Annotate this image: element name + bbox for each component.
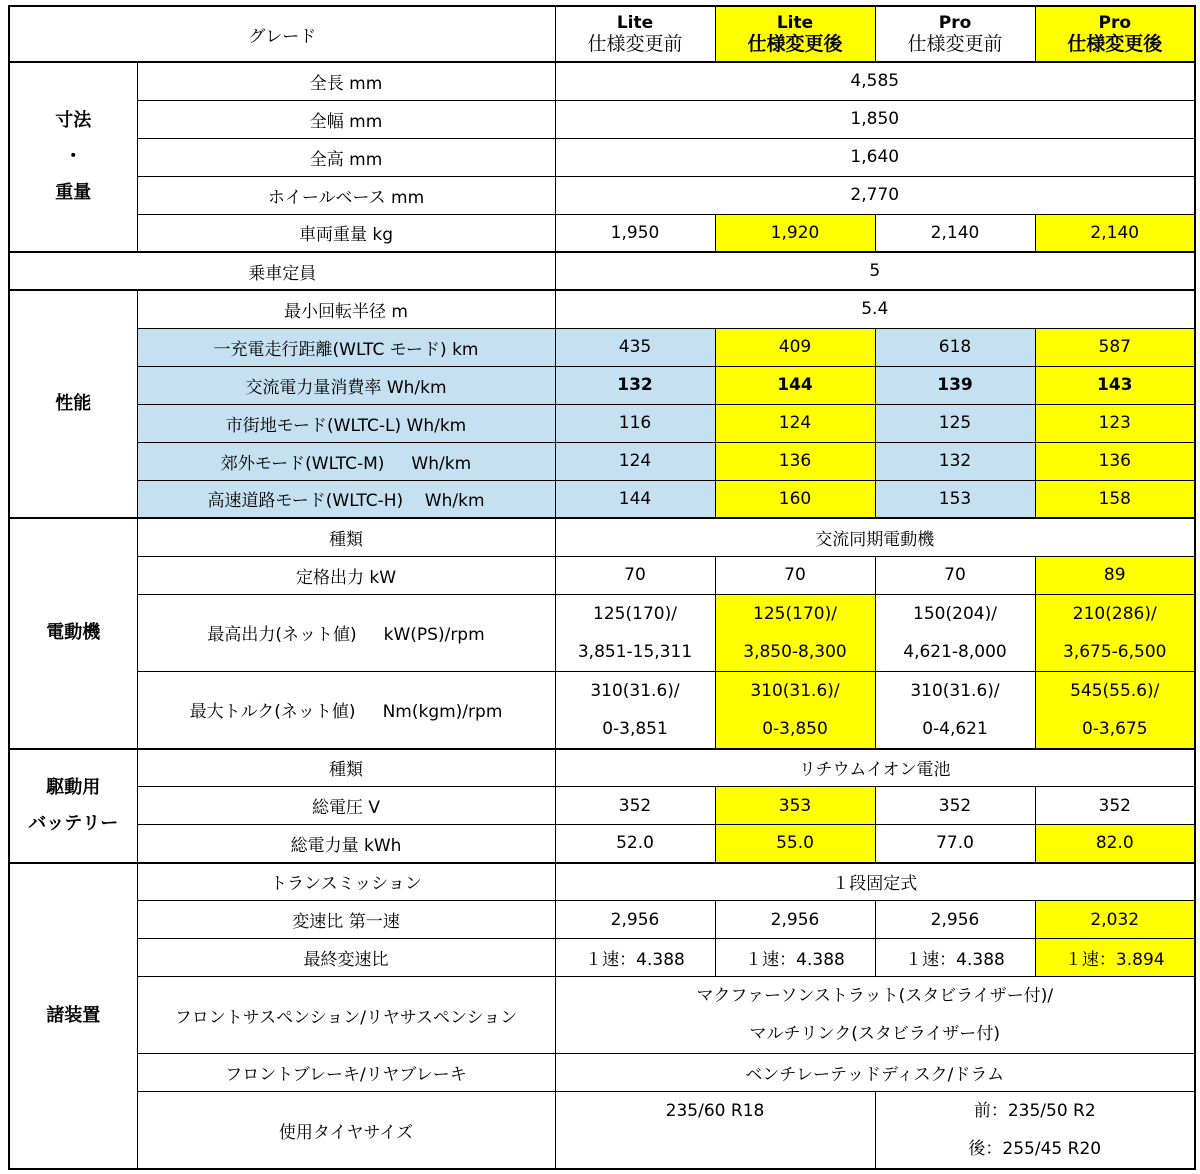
row-label-seating: 乗車定員 <box>9 252 555 290</box>
spec-table <box>8 5 1196 1170</box>
value-city-lite-before: 116 <box>555 404 715 442</box>
value-final-ratio-pro-before: １速：4.388 <box>875 939 1035 977</box>
value-range-pro-after: 587 <box>1035 328 1195 366</box>
seating-section <box>9 252 1195 290</box>
value-weight-pro-after: 2,140 <box>1035 214 1195 252</box>
value-gear-ratio-pro-before: 2,956 <box>875 901 1035 939</box>
dimensions-section <box>9 62 1195 252</box>
value-turning: 5.4 <box>555 290 1195 328</box>
row-label-width: 全幅 mm <box>137 100 555 138</box>
value-tires-pro: 前：235/50 R2 後：255/45 R20 <box>875 1092 1195 1170</box>
value-max-torque-pro-after: 545(55.6)/ 0-3,675 <box>1035 671 1195 749</box>
value-range-lite-before: 435 <box>555 328 715 366</box>
row-label-brakes: フロントブレーキ/リヤブレーキ <box>137 1054 555 1092</box>
value-city-pro-before: 125 <box>875 404 1035 442</box>
row-label-transmission: トランスミッション <box>137 863 555 901</box>
grade-header: グレード <box>9 6 555 62</box>
value-city-pro-after: 123 <box>1035 404 1195 442</box>
value-rated-output-lite-before: 70 <box>555 556 715 594</box>
value-max-torque-lite-after: 310(31.6)/ 0-3,850 <box>715 671 875 749</box>
value-suburban-pro-after: 136 <box>1035 442 1195 480</box>
value-city-lite-after: 124 <box>715 404 875 442</box>
value-tires-lite: 235/60 R18 <box>555 1092 875 1170</box>
value-max-output-pro-before: 150(204)/ 4,621-8,000 <box>875 594 1035 671</box>
row-label-gear-ratio: 変速比 第一速 <box>137 901 555 939</box>
value-voltage-lite-before: 352 <box>555 787 715 825</box>
value-rated-output-pro-after: 89 <box>1035 556 1195 594</box>
value-consumption-pro-after: 143 <box>1035 366 1195 404</box>
row-label-motor-type: 種類 <box>137 518 555 556</box>
value-capacity-pro-before: 77.0 <box>875 825 1035 863</box>
row-label-city: 市街地モード(WLTC-L) Wh/km <box>137 404 555 442</box>
value-max-output-pro-after: 210(286)/ 3,675-6,500 <box>1035 594 1195 671</box>
row-label-highway: 高速道路モード(WLTC-H) Wh/km <box>137 480 555 518</box>
value-gear-ratio-lite-after: 2,956 <box>715 901 875 939</box>
value-brakes: ベンチレーテッドディスク/ドラム <box>555 1054 1195 1092</box>
value-range-pro-before: 618 <box>875 328 1035 366</box>
row-label-max-output: 最高出力(ネット値) kW(PS)/rpm <box>137 594 555 671</box>
row-label-wheelbase: ホイールベース mm <box>137 176 555 214</box>
value-wheelbase: 2,770 <box>555 176 1195 214</box>
row-label-range: 一充電走行距離(WLTC モード) km <box>137 328 555 366</box>
value-weight-lite-before: 1,950 <box>555 214 715 252</box>
value-suspension: マクファーソンストラット(スタビライザー付)/ マルチリンク(スタビライザー付) <box>555 977 1195 1054</box>
group-motor: 電動機 <box>9 518 137 749</box>
col-header-pro-before: Pro 仕様変更前 <box>875 6 1035 62</box>
group-equipment: 諸装置 <box>9 863 137 1170</box>
value-suburban-lite-after: 136 <box>715 442 875 480</box>
row-label-capacity: 総電力量 kWh <box>137 825 555 863</box>
row-label-voltage: 総電圧 V <box>137 787 555 825</box>
row-label-suspension: フロントサスペンション/リヤサスペンション <box>137 977 555 1054</box>
col-header-lite-after: Lite 仕様変更後 <box>715 6 875 62</box>
value-capacity-pro-after: 82.0 <box>1035 825 1195 863</box>
group-battery: 駆動用 バッテリー <box>9 749 137 863</box>
performance-section <box>9 290 1195 518</box>
motor-section <box>9 518 1195 749</box>
value-voltage-lite-after: 353 <box>715 787 875 825</box>
value-motor-type: 交流同期電動機 <box>555 518 1195 556</box>
value-highway-lite-after: 160 <box>715 480 875 518</box>
value-voltage-pro-before: 352 <box>875 787 1035 825</box>
value-gear-ratio-lite-before: 2,956 <box>555 901 715 939</box>
value-capacity-lite-after: 55.0 <box>715 825 875 863</box>
battery-section <box>9 749 1195 863</box>
value-weight-lite-after: 1,920 <box>715 214 875 252</box>
value-final-ratio-lite-before: １速：4.388 <box>555 939 715 977</box>
row-label-length: 全長 mm <box>137 62 555 100</box>
value-highway-pro-before: 153 <box>875 480 1035 518</box>
header-section <box>9 6 1195 62</box>
value-gear-ratio-pro-after: 2,032 <box>1035 901 1195 939</box>
value-weight-pro-before: 2,140 <box>875 214 1035 252</box>
value-consumption-pro-before: 139 <box>875 366 1035 404</box>
equipment-section <box>9 863 1195 1170</box>
row-label-rated-output: 定格出力 kW <box>137 556 555 594</box>
value-max-torque-pro-before: 310(31.6)/ 0-4,621 <box>875 671 1035 749</box>
row-label-consumption: 交流電力量消費率 Wh/km <box>137 366 555 404</box>
row-label-suburban: 郊外モード(WLTC-M) Wh/km <box>137 442 555 480</box>
value-battery-type: リチウムイオン電池 <box>555 749 1195 787</box>
value-rated-output-lite-after: 70 <box>715 556 875 594</box>
value-max-torque-lite-before: 310(31.6)/ 0-3,851 <box>555 671 715 749</box>
group-performance: 性能 <box>9 290 137 518</box>
value-max-output-lite-before: 125(170)/ 3,851-15,311 <box>555 594 715 671</box>
value-range-lite-after: 409 <box>715 328 875 366</box>
value-transmission: １段固定式 <box>555 863 1195 901</box>
value-final-ratio-lite-after: １速：4.388 <box>715 939 875 977</box>
col-header-pro-after: Pro 仕様変更後 <box>1035 6 1195 62</box>
value-highway-pro-after: 158 <box>1035 480 1195 518</box>
value-height: 1,640 <box>555 138 1195 176</box>
value-suburban-pro-before: 132 <box>875 442 1035 480</box>
value-width: 1,850 <box>555 100 1195 138</box>
row-label-weight: 車両重量 kg <box>137 214 555 252</box>
value-consumption-lite-before: 132 <box>555 366 715 404</box>
value-consumption-lite-after: 144 <box>715 366 875 404</box>
row-label-final-ratio: 最終変速比 <box>137 939 555 977</box>
value-length: 4,585 <box>555 62 1195 100</box>
value-highway-lite-before: 144 <box>555 480 715 518</box>
value-capacity-lite-before: 52.0 <box>555 825 715 863</box>
value-max-output-lite-after: 125(170)/ 3,850-8,300 <box>715 594 875 671</box>
value-final-ratio-pro-after: １速：3.894 <box>1035 939 1195 977</box>
value-seating: 5 <box>555 252 1195 290</box>
value-rated-output-pro-before: 70 <box>875 556 1035 594</box>
row-label-turning: 最小回転半径 m <box>137 290 555 328</box>
row-label-max-torque: 最大トルク(ネット値) Nm(kgm)/rpm <box>137 671 555 749</box>
row-label-height: 全高 mm <box>137 138 555 176</box>
value-suburban-lite-before: 124 <box>555 442 715 480</box>
row-label-tires: 使用タイヤサイズ <box>137 1092 555 1170</box>
row-label-battery-type: 種類 <box>137 749 555 787</box>
group-dimensions: 寸法 ・ 重量 <box>9 62 137 252</box>
value-voltage-pro-after: 352 <box>1035 787 1195 825</box>
col-header-lite-before: Lite 仕様変更前 <box>555 6 715 62</box>
